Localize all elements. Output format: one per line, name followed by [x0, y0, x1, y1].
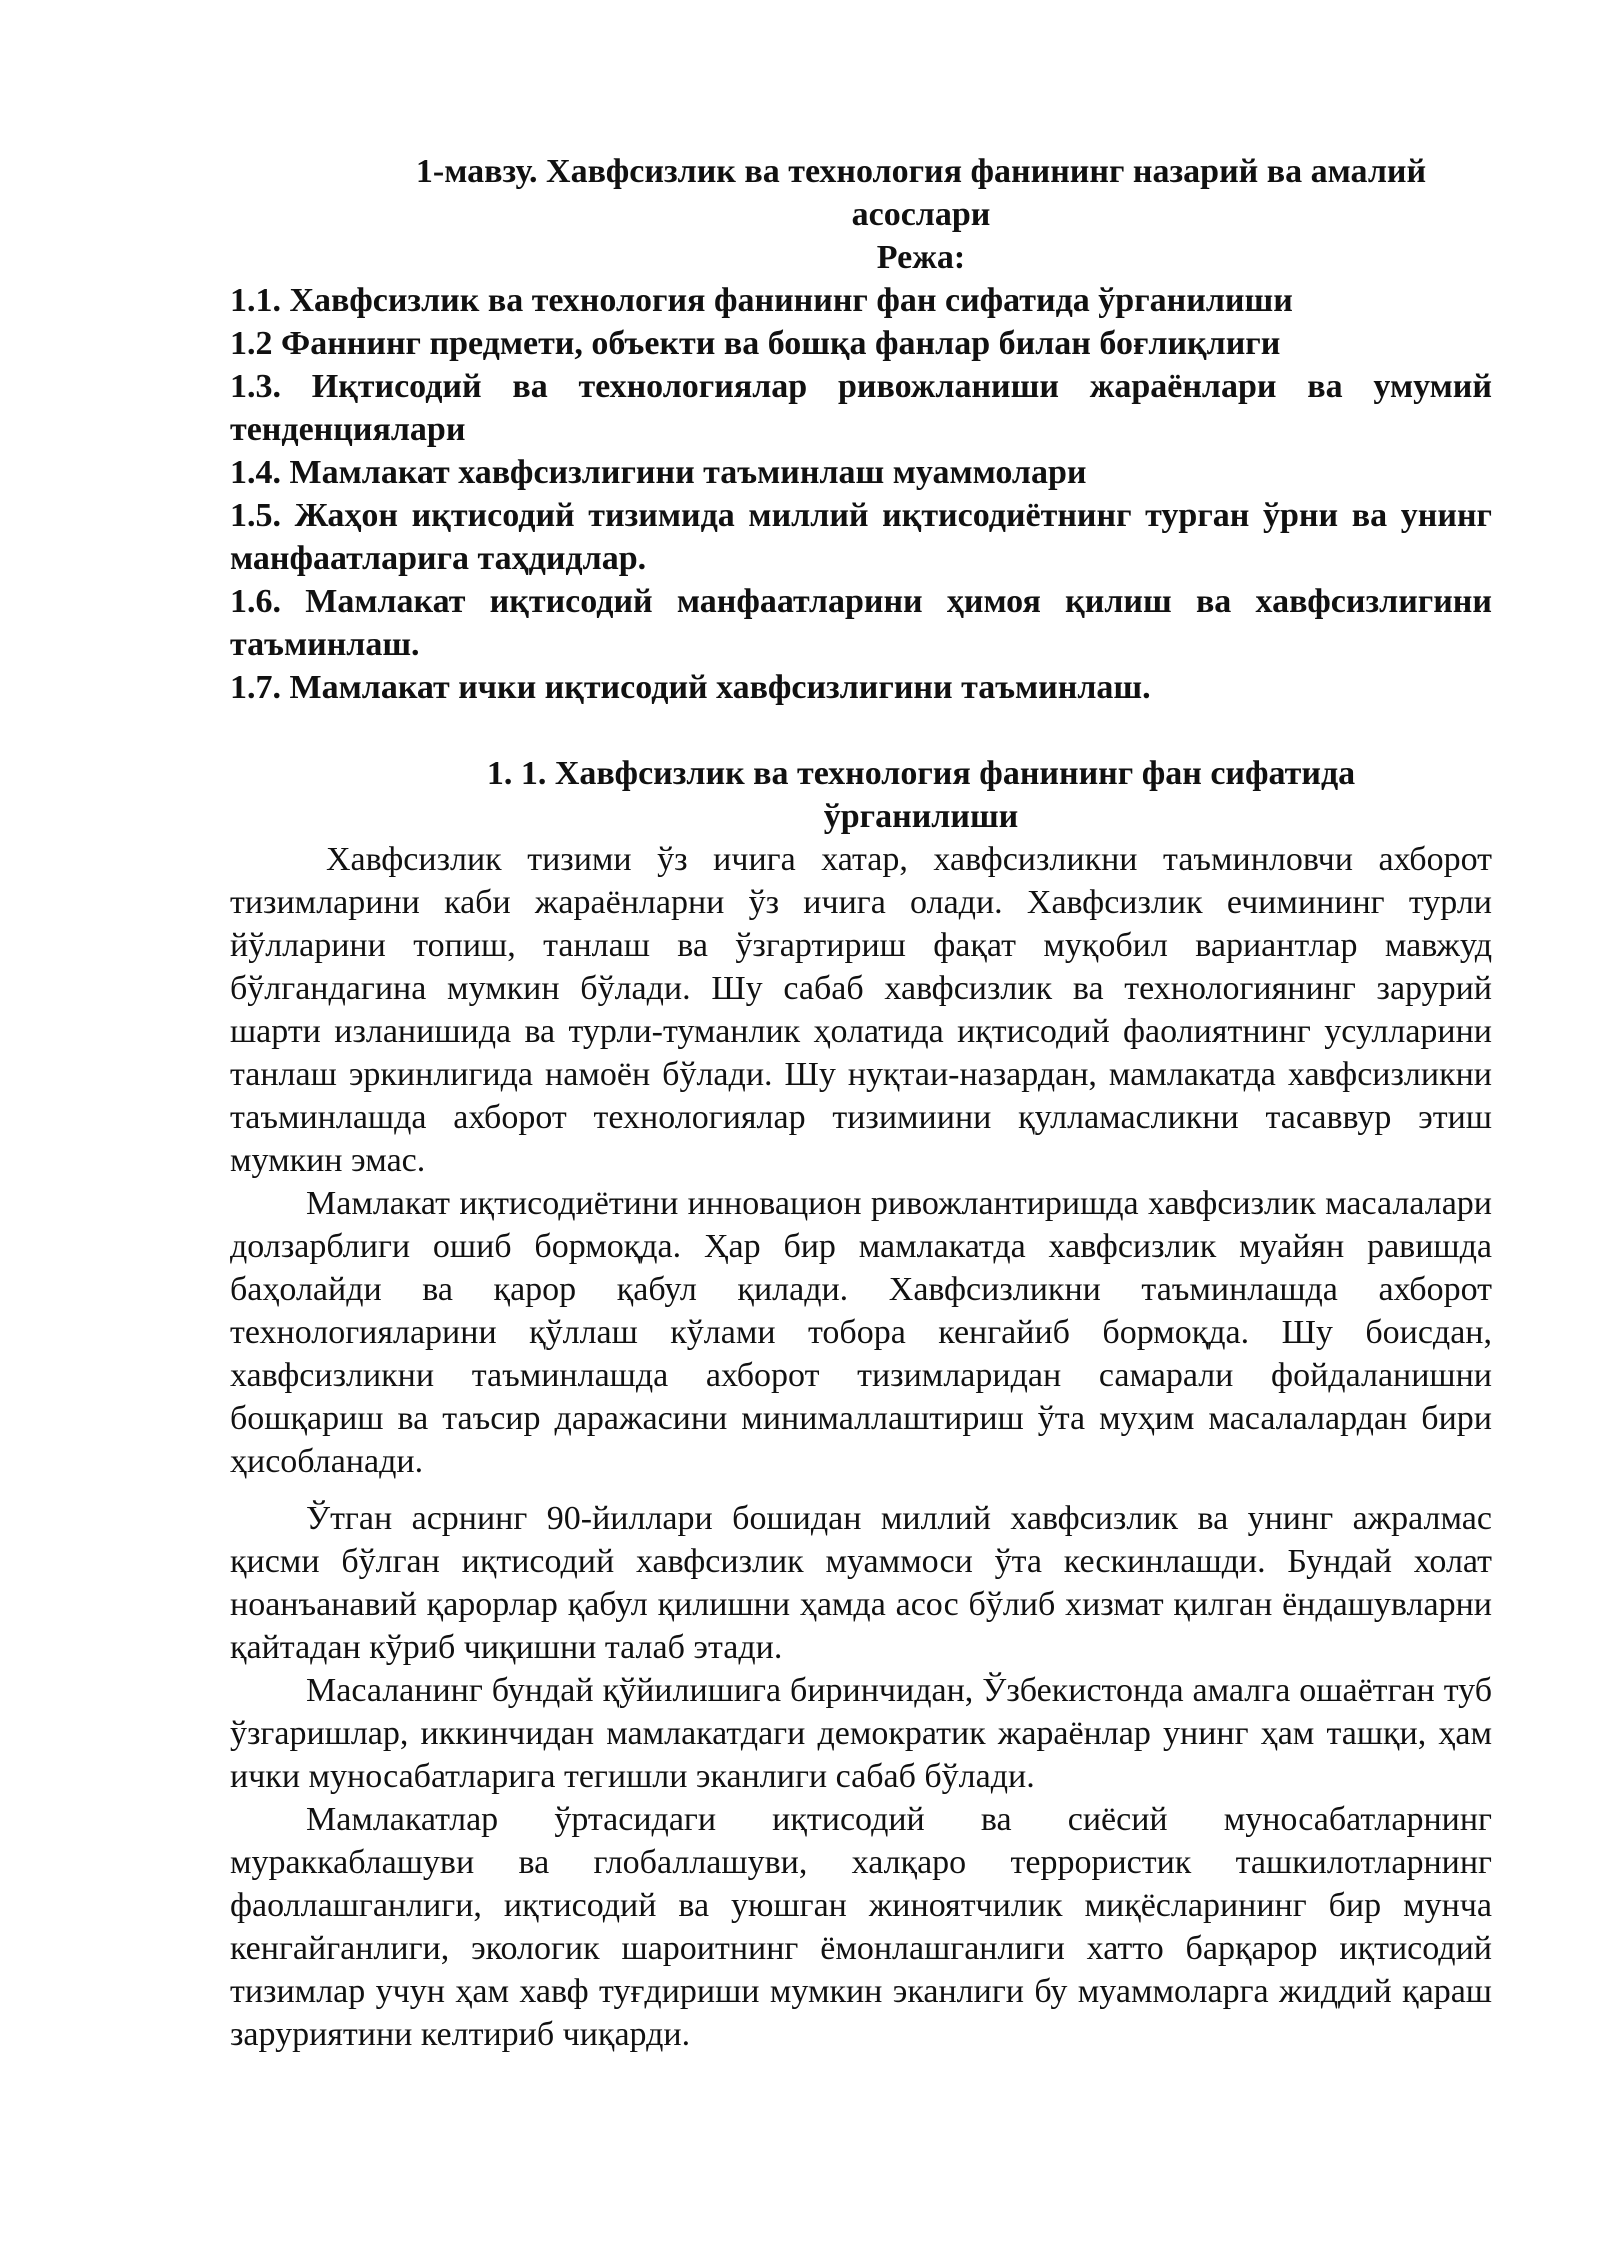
plan-item-1-5: 1.5. Жаҳон иқтисодий тизимида миллий иқтисодиётнинг турган ўрни ва унинг манфаатларига таҳдидлар.: [230, 497, 1492, 577]
plan-heading: Режа:: [876, 239, 966, 276]
document-title-line-1: 1-мавзу. Хавфсизлик ва технология фанининг назарий ва амалий: [415, 153, 1427, 190]
plan-item-1-7: 1.7. Мамлакат ички иқтисодий хавфсизлигини таъминлаш.: [230, 669, 1151, 706]
plan-item-1-2: 1.2 Фаннинг предмети, объекти ва бошқа фанлар билан боғлиқлиги: [230, 325, 1281, 362]
body-paragraph-2: Мамлакат иқтисодиётини инновацион ривожлантиришда хавфсизлик масалалари долзарблиги ошиб бормоқда. Ҳар бир мамлакатда хавфсизлик муайян равишда баҳолайди ва қарор қабул қилади. Хавфсизликни таъминлашда ахборот технологияларини қўллаш кўлами тобора кенгайиб бормоқда. Шу боисдан, хавфсизликни таъминлашда ахборот тизимларидан самарали фойдаланишни бошқариш ва таъсир даражасини минималлаштириш ўта муҳим масалалардан бири ҳисобланади.: [230, 1185, 1492, 1480]
plan-item-1-3: 1.3. Иқтисодий ва технологиялар ривожланиши жараёнлари ва умумий тенденциялари: [230, 368, 1492, 448]
document-title: [230, 150, 1492, 236]
document-page: [230, 150, 1492, 2056]
body-paragraph-4: Масаланинг бундай қўйилишига биринчидан, Ўзбекистонда амалга ошаётган туб ўзгаришлар, иккинчидан мамлакатдаги демократик жараёнлар унинг ҳам ташқи, ҳам ички муносабатларига тегишли эканлиги сабаб бўлади.: [230, 1672, 1492, 1795]
section-heading: [230, 752, 1492, 838]
document-title-line-2: асослари: [851, 196, 991, 233]
plan-item-1-6: 1.6. Мамлакат иқтисодий манфаатларини ҳимоя қилиш ва хавфсизлигини таъминлаш.: [230, 583, 1492, 663]
body-paragraph-1: Хавфсизлик тизими ўз ичига хатар, хавфсизликни таъминловчи ахборот тизимларини каби жараёнларни ўз ичига олади. Хавфсизлик ечимининг турли йўлларини топиш, танлаш ва ўзгартириш фақат муқобил вариантлар мавжуд бўлгандагина мумкин бўлади. Шу сабаб хавфсизлик ва технологиянинг зарурий шарти изланишида ва турли-туманлик ҳолатида иқтисодий фаолиятнинг усулларини танлаш эркинлигида намоён бўлади. Шу нуқтаи-назардан, мамлакатда хавфсизликни таъминлашда ахборот технологиялар тизимиини қулламасликни тасаввур этиш мумкин эмас.: [230, 841, 1492, 1179]
body-paragraph-5: Мамлакатлар ўртасидаги иқтисодий ва сиёсий муносабатларнинг мураккаблашуви ва глобаллашуви, халқаро террористик ташкилотларнинг фаоллашганлиги, иқтисодий ва уюшган жиноятчилик миқёсларининг бир мунча кенгайганлиги, экологик шароитнинг ёмонлашганлиги хатто барқарор иқтисодий тизимлар учун ҳам хавф туғдириши мумкин эканлиги бу муаммоларга жиддий қараш заруриятини келтириб чиқарди.: [230, 1801, 1492, 2053]
body-paragraph-3: Ўтган асрнинг 90-йиллари бошидан миллий хавфсизлик ва унинг ажралмас қисми бўлган иқтисодий хавфсизлик муаммоси ўта кескинлашди. Бундай холат ноанъанавий қарорлар қабул қилишни ҳамда асос бўлиб хизмат қилган ёндашувларни қайтадан кўриб чиқишни талаб этади.: [230, 1500, 1492, 1666]
plan-item-1-4: 1.4. Мамлакат хавфсизлигини таъминлаш муаммолари: [230, 454, 1087, 491]
section-heading-line-1: 1. 1. Хавфсизлик ва технология фанининг фан сифатида: [486, 755, 1356, 792]
plan-list: [230, 279, 1492, 709]
section-heading-line-2: ўрганилиши: [823, 798, 1019, 835]
plan-item-1-1: 1.1. Хавфсизлик ва технология фанининг фан сифатида ўрганилиши: [230, 282, 1293, 319]
